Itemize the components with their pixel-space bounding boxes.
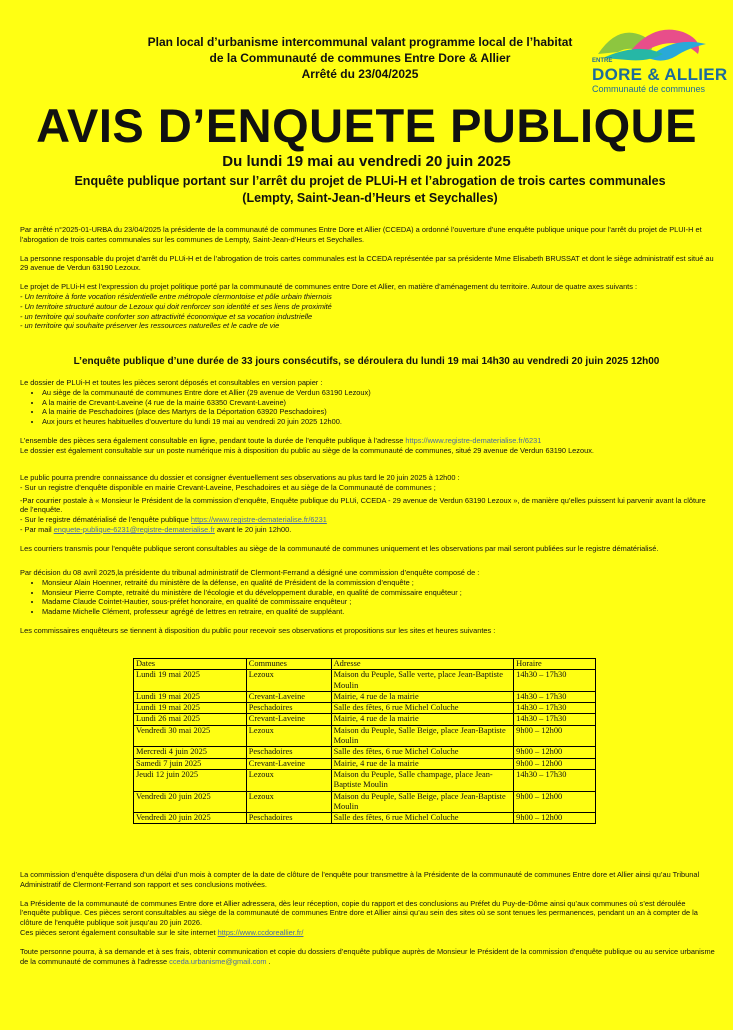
table-cell: Crevant-Laveine	[246, 714, 331, 725]
closing-paragraph-1: La commission d’enquête disposera d’un délai d’un mois à compter de la date de clôture de l’enquête pour transmettre à la Présidente de la communauté de communes Entre dore et Allier ainsi qu’au Tribunal Administratif de Clermont-Ferrand son rapport et ses conclusions motivées.	[20, 870, 700, 889]
table-cell: 9h00 – 12h00	[514, 813, 596, 824]
observation-register: - Sur un registre d’enquête disponible en mairie Crevant-Laveine, Peschadoires et au siège de la Communauté de communes ;	[20, 482, 436, 492]
observations-section	[20, 473, 715, 554]
courriers-note: Les courriers transmis pour l’enquête publique seront consultables au siège de la communauté de communes uniquement et les observations par mail seront publiées sur le registre dématérialisé.	[20, 543, 659, 553]
table-cell: 9h00 – 12h00	[514, 747, 596, 758]
table-cell: 9h00 – 12h00	[514, 725, 596, 747]
commission-intro: Par décision du 08 avril 2025,la présidente du tribunal administratif de Clermont-Ferrand a désigné une commission d’enquête composé de :	[20, 568, 480, 577]
table-cell: Lezoux	[246, 791, 331, 813]
table-cell: 9h00 – 12h00	[514, 791, 596, 813]
commission-dispo: Les commissaires enquêteurs se tiennent à disposition du public pour recevoir ses observations et propositions sur les sites et heures suivantes :	[20, 625, 496, 635]
table-cell: Crevant-Laveine	[246, 691, 331, 702]
table-row	[134, 703, 596, 714]
enquiry-subtitle: Enquête publique portant sur l’arrêt du projet de PLUi-H et l’abrogation de trois cartes communales (Lempty, Saint-Jean-d’Heurs et Seychalles)	[74, 174, 666, 205]
table-cell: Vendredi 20 juin 2025	[134, 791, 247, 813]
list-item: • Madame Michelle Clément, professeur agrégé de lettres en retraire, en qualité de suppléant.	[42, 607, 715, 617]
list-item: • Madame Claude Cointet-Hautier, sous-préfet honoraire, en qualité de commissaire enquêteur ;	[42, 597, 715, 607]
list-item: • Aux jours et heures habituelles d’ouverture du lundi 19 mai au vendredi 20 juin 2025 12h00.	[42, 417, 715, 427]
table-cell: Maison du Peuple, Salle Beige, place Jean-Baptiste Moulin	[331, 791, 514, 813]
table-row	[134, 758, 596, 769]
closing-section	[20, 870, 715, 966]
table-cell: 9h00 – 12h00	[514, 758, 596, 769]
enquiry-dates: Du lundi 19 mai au vendredi 20 juin 2025	[222, 153, 511, 170]
table-cell: 14h30 – 17h30	[514, 691, 596, 702]
dossier-locations	[20, 388, 715, 427]
intro-paragraph-1: Par arrêté n°2025-01-URBA du 23/04/2025 la présidente de la communauté de communes Entre Dore et Allier (CCEDA) a ordonné l’ouverture d’une enquête publique unique pour l’arrêt du projet de PLUI-H et l’abrogation de trois cartes communales sur les communes de Lempty, Saint-Jean-d’Heurs et Seychalles.	[20, 225, 702, 244]
table-cell: Salle des fêtes, 6 rue Michel Coluche	[331, 703, 514, 714]
table-header-cell: Communes	[246, 659, 331, 670]
closing-paragraph-3	[20, 928, 715, 938]
online-consult-text: L’ensemble des pièces sera également consultable en ligne, pendant toute la durée de l’enquête publique à l’adresse	[20, 435, 406, 445]
axis-item: - un territoire qui souhaite préserver les ressources naturelles et le cadre de vie	[20, 321, 280, 331]
table-cell: Lundi 19 mai 2025	[134, 670, 247, 692]
table-cell: Peschadoires	[246, 703, 331, 714]
table-row	[134, 791, 596, 813]
dossier-section	[20, 378, 715, 456]
list-item: • Monsieur Pierre Compte, retraité du ministère de l’écologie et du développement durable, en qualité de commissaire enquêteur ;	[42, 588, 715, 598]
mail-link[interactable]: enquete-publique-6231@registre-dematerialise.fr	[53, 524, 215, 534]
axis-item: - Un territoire structuré autour de Lezoux qui doit renforcer son identité et ses liens de proximité	[20, 301, 332, 311]
axis-item: - un territoire qui souhaite conforter son attractivité économique et sa vocation industrielle	[20, 311, 313, 321]
table-cell: Vendredi 20 juin 2025	[134, 813, 247, 824]
table-cell: 14h30 – 17h30	[514, 769, 596, 791]
observation-online-text: - Sur le registre dématérialisé de l’enquête publique	[20, 515, 191, 525]
header-line-2: de la Communauté de communes Entre Dore & Allier	[209, 51, 511, 65]
table-header-cell: Adresse	[331, 659, 514, 670]
observation-mail-end: avant le 20 juin 12h00.	[214, 524, 292, 534]
table-cell: 14h30 – 17h30	[514, 714, 596, 725]
table-cell: Lezoux	[246, 670, 331, 692]
table-row	[134, 670, 596, 692]
table-cell: Mairie, 4 rue de la mairie	[331, 691, 514, 702]
dossier-intro: Le dossier de PLUi-H et toutes les pièces seront déposés et consultables en version papier :	[20, 378, 323, 387]
table-row	[134, 813, 596, 824]
closing-contact-end: .	[266, 956, 271, 966]
table-cell: Maison du Peuple, Salle champage, place Jean-Baptiste Moulin	[331, 769, 514, 791]
closing-paragraph-4	[20, 947, 715, 967]
table-row	[134, 725, 596, 747]
list-item: • Au siège de la communauté de communes Entre dore et Allier (29 avenue de Verdun 63190 Lezoux)	[42, 388, 715, 398]
table-header-row	[134, 659, 596, 670]
table-cell: Vendredi 30 mai 2025	[134, 725, 247, 747]
duration-heading: L’enquête publique d’une durée de 33 jours consécutifs, se déroulera du lundi 19 mai 14h30 au vendredi 20 juin 2025 12h00	[73, 356, 660, 367]
intro-paragraph-2: La personne responsable du projet d’arrêt du PLUi-H et de l’abrogation de trois cartes communales est la CCEDA représentée par sa présidente Mme Elisabeth BRUSSAT et dont le siège administratif est situé au 29 avenue de Verdun 63190 Lezoux.	[20, 253, 714, 273]
intro-section	[20, 225, 715, 331]
ccdoreallier-link[interactable]: https://www.ccdoreallier.fr/	[217, 927, 304, 937]
closing-site-text: Ces pièces seront également consultable sur le site internet	[20, 927, 218, 937]
table-cell: Lundi 26 mai 2025	[134, 714, 247, 725]
intro-paragraph-3: Le projet de PLUi-H est l’expression du projet politique porté par la communauté de communes entre Dore et Allier, en matière d’aménagement du territoire. Autour de quatre axes suivants :	[20, 282, 638, 292]
permanences-table	[133, 658, 596, 824]
table-row	[134, 769, 596, 791]
table-cell: Peschadoires	[246, 747, 331, 758]
table-cell: Samedi 7 juin 2025	[134, 758, 247, 769]
table-cell: Maison du Peuple, Salle verte, place Jean-Baptiste Moulin	[331, 670, 514, 692]
header-block	[120, 34, 600, 82]
observation-mail	[20, 525, 715, 535]
table-row	[134, 714, 596, 725]
registre-link[interactable]: https://www.registre-dematerialise.fr/6231	[190, 515, 327, 525]
table-cell: Lezoux	[246, 725, 331, 747]
computer-consult: Le dossier est également consultable sur un poste numérique mis à disposition du public au siège de la communauté de communes, situé 29 avenue de Verdun 63190 Lezoux.	[20, 445, 594, 455]
table-cell: Maison du Peuple, Salle Beige, place Jean-Baptiste Moulin	[331, 725, 514, 747]
table-cell: Mercredi 4 juin 2025	[134, 747, 247, 758]
urbanisme-mail[interactable]: cceda.urbanisme@gmail.com	[169, 956, 267, 966]
closing-contact-text: Toute personne pourra, à sa demande et à ses frais, obtenir communication et copie du dossiers d’enquête publique auprès de Monsieur le Président de la commission d’enquête publique ou au service urbanisme de la communauté de communes à l’adresse	[20, 946, 715, 966]
table-row	[134, 747, 596, 758]
page-title: AVIS D’ENQUETE PUBLIQUE	[36, 99, 697, 152]
table-cell: 14h30 – 17h30	[514, 703, 596, 714]
table-cell: 14h30 – 17h30	[514, 670, 596, 692]
observation-online	[20, 515, 715, 525]
observation-post: -Par courrier postale à « Monsieur le Président de la commission d’enquête, Enquête publique du PLUi, CCEDA - 29 avenue de Verdun 63190 Lezoux », de manière qu’elles puissent lui parvenir avant la clôture de l’enquête.	[20, 495, 706, 515]
list-item: • A la mairie de Crevant-Laveine (4 rue de la mairie 63350 Crevant-Laveine)	[42, 398, 715, 408]
axis-item: - Un territoire à forte vocation résidentielle entre métropole clermontoise et pôle urbain thiernois	[20, 291, 332, 301]
table-cell: Jeudi 12 juin 2025	[134, 769, 247, 791]
table-cell: Crevant-Laveine	[246, 758, 331, 769]
table-row	[134, 691, 596, 702]
list-item: • Monsieur Alain Hoenner, retraité du ministère de la défense, en qualité de Président de la commission d’enquête ;	[42, 578, 715, 588]
table-cell: Peschadoires	[246, 813, 331, 824]
list-item: • A la mairie de Peschadoires (place des Martyrs de la Déportation 63920 Peschadoires)	[42, 407, 715, 417]
table-cell: Salle des fêtes, 6 rue Michel Coluche	[331, 747, 514, 758]
commission-section	[20, 568, 715, 636]
logo-sub: Communauté de communes	[592, 84, 706, 94]
header-line-3: Arrêté du 23/04/2025	[301, 67, 419, 81]
commission-members	[20, 578, 715, 617]
closing-paragraph-2: La Présidente de la communauté de communes Entre dore et Allier adressera, dès leur réception, copie du rapport et des conclusions au Préfet du Puy-de-Dôme ainsi qu’aux communes où s’est déroulée l’enquête publique. Ces pièces seront consultables au siège de la communauté de communes Entre dore et Allier ainsi qu’au sein des sites où se sont tenues les permanences, pendant un an à compter de la clôture de l’enquête publique soit jusqu’au 20 juin 2026.	[20, 898, 698, 928]
table-cell: Salle des fêtes, 6 rue Michel Coluche	[331, 813, 514, 824]
logo-name: DORE & ALLIER	[592, 65, 728, 84]
table-cell: Mairie, 4 rue de la mairie	[331, 758, 514, 769]
online-consult	[20, 436, 715, 446]
table-cell: Lundi 19 mai 2025	[134, 691, 247, 702]
table-cell: Lezoux	[246, 769, 331, 791]
observations-intro: Le public pourra prendre connaissance du dossier et consigner éventuellement ses observations au plus tard le 20 juin 2025 à 12h00 :	[20, 473, 460, 482]
table-cell: Mairie, 4 rue de la mairie	[331, 714, 514, 725]
logo-entre: ENTRE	[592, 58, 613, 64]
table-header-cell: Horaire	[514, 659, 596, 670]
registre-url[interactable]: https://www.registre-dematerialise.fr/6231	[405, 435, 542, 445]
header-line-1: Plan local d’urbanisme intercommunal valant programme local de l’habitat	[147, 35, 573, 49]
table-header-cell: Dates	[134, 659, 247, 670]
table-cell: Lundi 19 mai 2025	[134, 703, 247, 714]
observation-mail-text: - Par mail	[20, 524, 54, 534]
